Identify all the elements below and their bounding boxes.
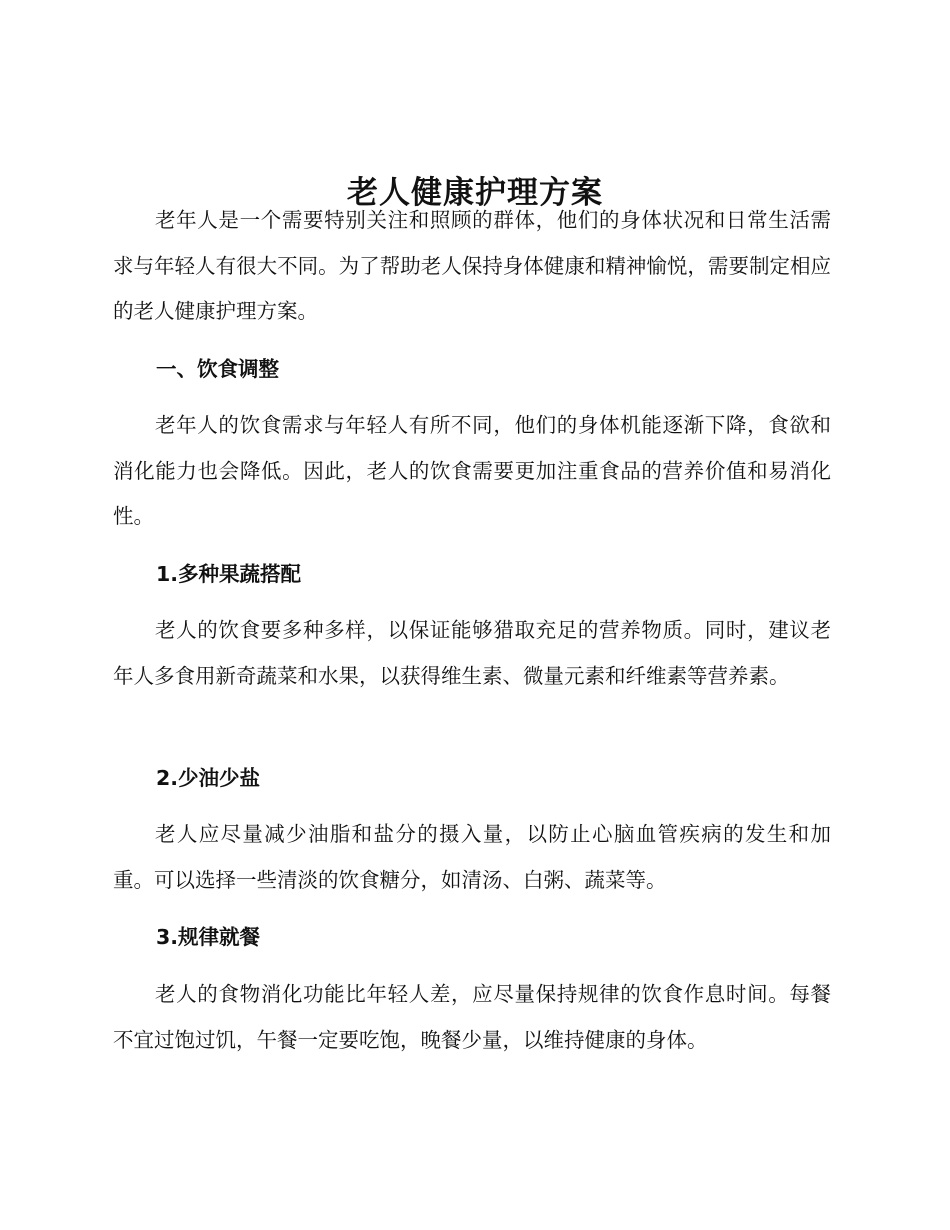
section-heading-diet: 一、饮食调整 [156, 357, 279, 381]
section-paragraph-diet: 老年人的饮食需求与年轻人有所不同，他们的身体机能逐渐下降，食欲和消化能力也会降低。因此，老人的饮食需要更加注重食品的营养价值和易消化性。 [113, 413, 831, 528]
item-heading-fruits-vegetables: 1.多种果蔬搭配 [156, 562, 302, 586]
intro-paragraph: 老年人是一个需要特别关注和照顾的群体，他们的身体状况和日常生活需求与年轻人有很大不同。为了帮助老人保持身体健康和精神愉悦，需要制定相应的老人健康护理方案。 [113, 208, 831, 323]
item-paragraph-regular-meals: 老人的食物消化功能比年轻人差，应尽量保持规律的饮食作息时间。每餐不宜过饱过饥，午餐一定要吃饱，晚餐少量，以维持健康的身体。 [113, 982, 831, 1052]
document-title: 老人健康护理方案 [347, 174, 603, 211]
item-heading-regular-meals: 3.规律就餐 [156, 925, 261, 949]
item-heading-less-oil-salt: 2.少油少盐 [156, 766, 261, 790]
item-paragraph-less-oil-salt: 老人应尽量减少油脂和盐分的摄入量，以防止心脑血管疾病的发生和加重。可以选择一些清淡的饮食糖分，如清汤、白粥、蔬菜等。 [113, 822, 831, 892]
item-paragraph-fruits-vegetables: 老人的饮食要多种多样，以保证能够猎取充足的营养物质。同时，建议老年人多食用新奇蔬菜和水果，以获得维生素、微量元素和纤维素等营养素。 [113, 618, 831, 688]
